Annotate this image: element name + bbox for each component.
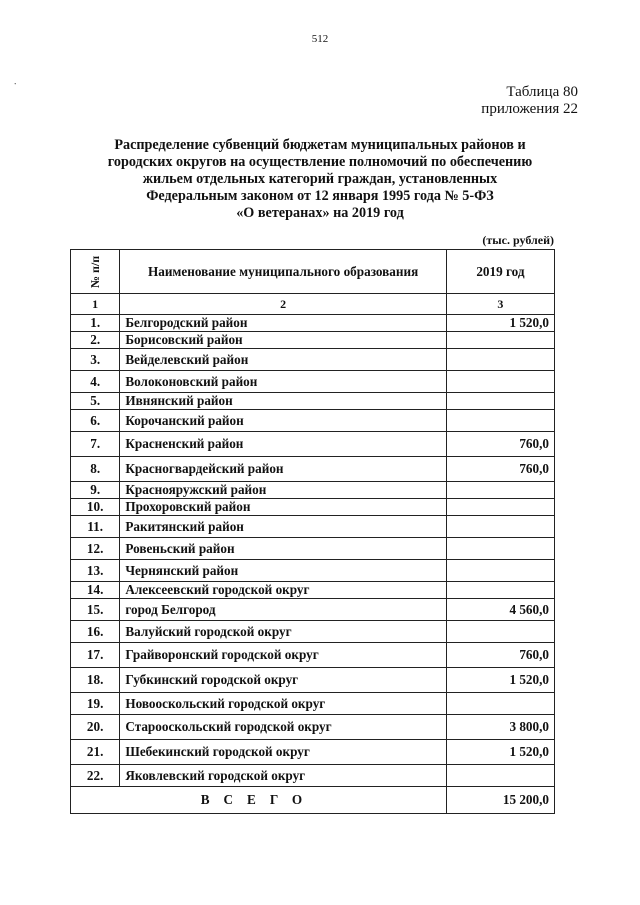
table-label-line2: приложения 22: [481, 101, 578, 117]
header-row: [71, 250, 555, 294]
row-value: [446, 621, 554, 643]
row-number: 8.: [71, 457, 120, 482]
table-row: [71, 693, 555, 715]
row-name: Корочанский район: [120, 410, 447, 432]
total-value: 15 200,0: [446, 787, 554, 814]
row-value: [446, 349, 554, 371]
row-number: 18.: [71, 668, 120, 693]
row-name: Губкинский городской округ: [120, 668, 447, 693]
row-number: 10.: [71, 499, 120, 516]
column-numbers-row: [71, 294, 555, 315]
row-value: [446, 332, 554, 349]
table-row: [71, 538, 555, 560]
row-name: Ивнянский район: [120, 393, 447, 410]
row-value: 760,0: [446, 643, 554, 668]
row-name: Вейделевский район: [120, 349, 447, 371]
table-row: [71, 715, 555, 740]
table-row: [71, 621, 555, 643]
row-number: 7.: [71, 432, 120, 457]
table-row: [71, 332, 555, 349]
column-number: 1: [71, 294, 120, 315]
table-row: [71, 482, 555, 499]
row-number: 6.: [71, 410, 120, 432]
row-name: Старооскольский городской округ: [120, 715, 447, 740]
row-number: 17.: [71, 643, 120, 668]
row-number: 1.: [71, 315, 120, 332]
table-row: [71, 410, 555, 432]
table-row: [71, 643, 555, 668]
row-value: 4 560,0: [446, 599, 554, 621]
title-line: жильем отдельных категорий граждан, установленных: [142, 171, 498, 187]
table-row: [71, 349, 555, 371]
row-name: Новооскольский городской округ: [120, 693, 447, 715]
table-row: [71, 740, 555, 765]
row-value: [446, 371, 554, 393]
row-value: [446, 693, 554, 715]
table-row: [71, 765, 555, 787]
row-number: 11.: [71, 516, 120, 538]
row-name: Ракитянский район: [120, 516, 447, 538]
row-number: 16.: [71, 621, 120, 643]
row-name: Белгородский район: [120, 315, 447, 332]
table-row: [71, 582, 555, 599]
table-label-line1: Таблица 80: [506, 84, 578, 100]
table-row: [71, 315, 555, 332]
total-label: ВСЕГО: [71, 787, 447, 814]
title-line: «О ветеранах» на 2019 год: [236, 205, 404, 221]
row-number: 4.: [71, 371, 120, 393]
row-name: Красненский район: [120, 432, 447, 457]
row-name: Ровеньский район: [120, 538, 447, 560]
row-value: [446, 410, 554, 432]
row-number: 13.: [71, 560, 120, 582]
units-label: (тыс. рублей): [482, 233, 554, 247]
subsidy-table: [70, 249, 555, 814]
column-number: 3: [446, 294, 554, 315]
total-row: [71, 787, 555, 814]
title-line: городских округов на осуществление полномочий по обеспечению: [107, 154, 533, 170]
row-value: [446, 560, 554, 582]
row-number: 5.: [71, 393, 120, 410]
table-row: [71, 371, 555, 393]
title-line: Федеральным законом от 12 января 1995 года № 5-ФЗ: [146, 188, 494, 204]
table-row: [71, 432, 555, 457]
row-number: 14.: [71, 582, 120, 599]
table-row: [71, 516, 555, 538]
row-name: Валуйский городской округ: [120, 621, 447, 643]
row-value: 760,0: [446, 457, 554, 482]
header-name: Наименование муниципального образования: [120, 250, 447, 294]
row-value: [446, 499, 554, 516]
title-line: Распределение субвенций бюджетам муниципальных районов и: [114, 137, 526, 153]
row-name: Прохоровский район: [120, 499, 447, 516]
table-row: [71, 393, 555, 410]
document-title: [60, 137, 580, 222]
row-value: [446, 538, 554, 560]
row-name: Алексеевский городской округ: [120, 582, 447, 599]
row-number: 12.: [71, 538, 120, 560]
row-name: Борисовский район: [120, 332, 447, 349]
scan-artifact: ∙: [14, 79, 17, 90]
row-name: Шебекинский городской округ: [120, 740, 447, 765]
row-name: Яковлевский городской округ: [120, 765, 447, 787]
row-number: 20.: [71, 715, 120, 740]
row-value: 1 520,0: [446, 740, 554, 765]
row-number: 9.: [71, 482, 120, 499]
row-value: [446, 765, 554, 787]
column-number: 2: [120, 294, 447, 315]
row-value: 3 800,0: [446, 715, 554, 740]
row-number: 15.: [71, 599, 120, 621]
header-number: № п/п: [71, 250, 120, 294]
row-number: 19.: [71, 693, 120, 715]
row-value: [446, 516, 554, 538]
row-name: Грайворонский городской округ: [120, 643, 447, 668]
table-row: [71, 668, 555, 693]
row-number: 2.: [71, 332, 120, 349]
row-value: [446, 482, 554, 499]
row-number: 22.: [71, 765, 120, 787]
row-number: 3.: [71, 349, 120, 371]
table-row: [71, 499, 555, 516]
row-value: 1 520,0: [446, 315, 554, 332]
row-name: Чернянский район: [120, 560, 447, 582]
row-value: [446, 582, 554, 599]
table-row: [71, 457, 555, 482]
table-row: [71, 599, 555, 621]
row-number: 21.: [71, 740, 120, 765]
table-label: [481, 84, 578, 118]
row-name: Красногвардейский район: [120, 457, 447, 482]
row-name: Краснояружский район: [120, 482, 447, 499]
table-row: [71, 560, 555, 582]
row-name: Волоконовский район: [120, 371, 447, 393]
row-value: 760,0: [446, 432, 554, 457]
header-year: 2019 год: [446, 250, 554, 294]
row-value: [446, 393, 554, 410]
row-name: город Белгород: [120, 599, 447, 621]
row-value: 1 520,0: [446, 668, 554, 693]
page-number: 512: [311, 33, 329, 45]
